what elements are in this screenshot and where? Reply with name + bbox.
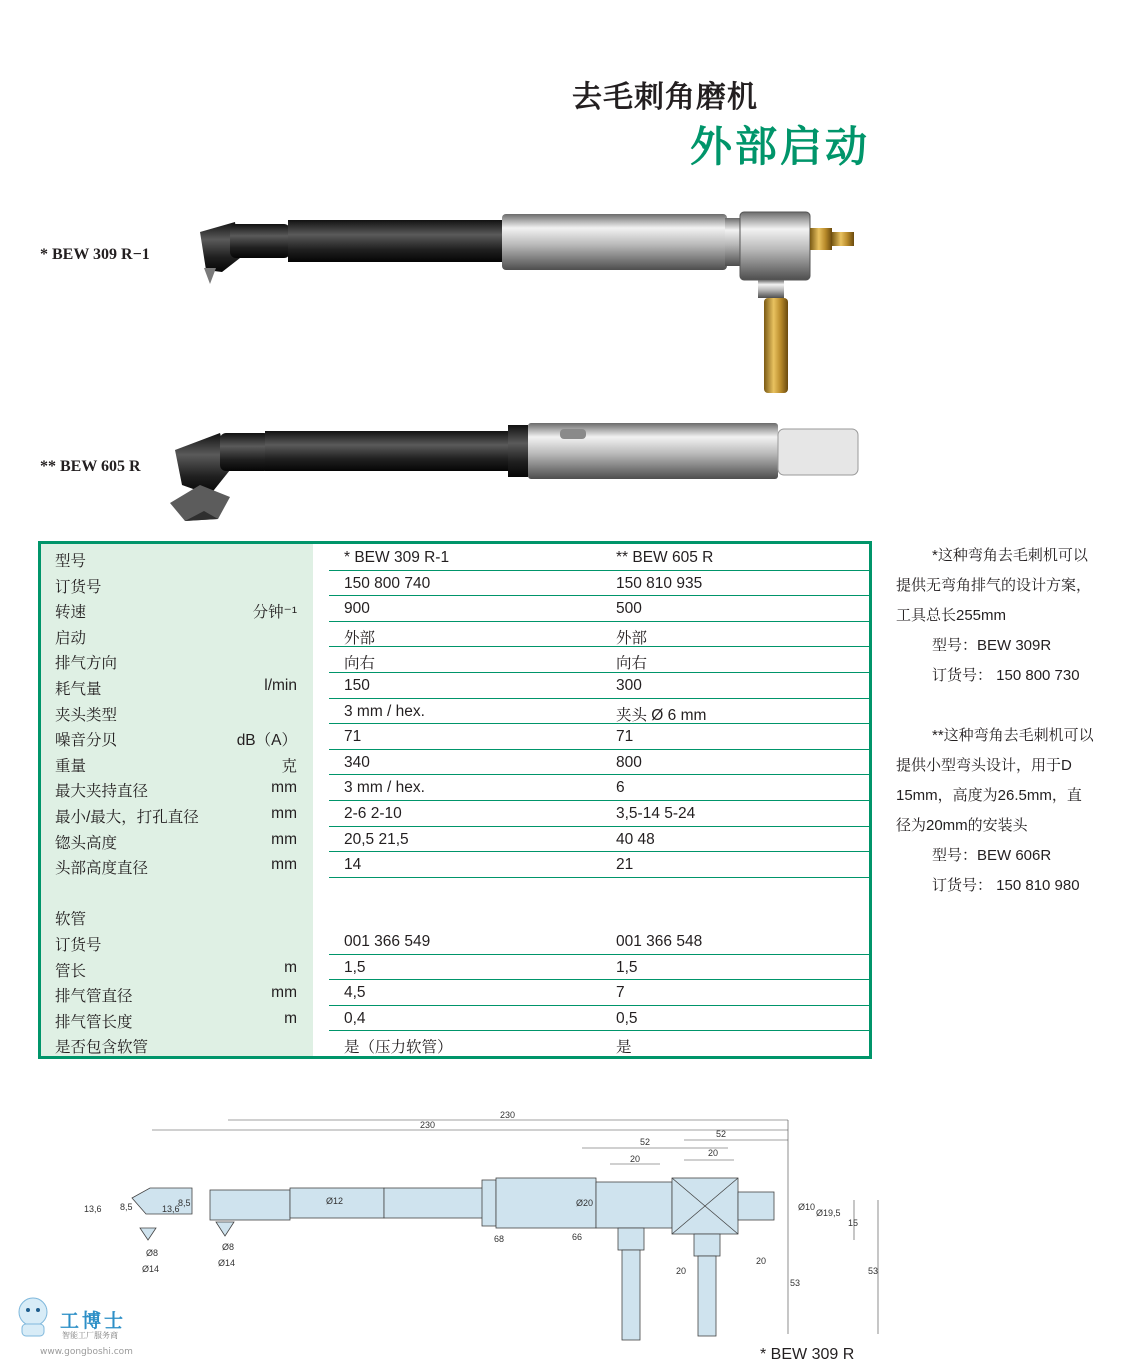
row-unit: mm [271, 856, 297, 874]
table-row [41, 1006, 869, 1032]
table-row [41, 775, 869, 801]
note2-line4: 径为20mm的安装头 [896, 817, 1028, 834]
row-value-1: 150 [344, 677, 370, 694]
dim-label: 53 [868, 1266, 879, 1276]
row-value-1: * BEW 309 R-1 [344, 549, 450, 566]
row-unit: l/min [264, 677, 297, 694]
row-value-1: 3 mm / hex. [344, 779, 425, 797]
row-value-2: 0,5 [616, 1009, 638, 1027]
dim-label: 20 [756, 1256, 767, 1266]
row-name: 启动 [55, 629, 87, 647]
row-name: 耗气量 [55, 681, 102, 698]
row-value-1: 是（压力软管） [344, 1039, 453, 1057]
table-row [41, 673, 869, 699]
row-value-1: 14 [344, 856, 362, 874]
dim-label: 230 [420, 1120, 436, 1130]
technical-drawing [70, 1100, 920, 1350]
dim-label: 68 [494, 1234, 505, 1244]
dim-label: Ø19,5 [816, 1208, 841, 1218]
table-row [41, 571, 869, 597]
dim-label: 20 [708, 1148, 719, 1158]
table-row [41, 596, 869, 622]
row-unit: 克 [281, 757, 297, 775]
row-value-1: 向右 [344, 655, 376, 673]
row-value-2: 7 [616, 984, 625, 1002]
dim-label: Ø12 [326, 1196, 344, 1206]
row-name: 排气方向 [55, 655, 118, 673]
row-value-1: 0,4 [344, 1009, 366, 1027]
product-label-2: ** BEW 605 R [40, 458, 141, 475]
row-value-2: 800 [616, 753, 642, 771]
table-row [41, 1031, 869, 1057]
row-value-2: 40 48 [616, 830, 655, 848]
row-name: 型号 [55, 553, 87, 570]
dim-label: 13,6 [162, 1204, 180, 1214]
logo-tagline: 智能工厂服务商 [62, 1331, 118, 1340]
dim-label: 53 [790, 1278, 801, 1288]
row-name: 排气管直径 [55, 988, 133, 1006]
table-row [41, 647, 869, 673]
row-value-2: 500 [616, 600, 642, 618]
row-value-1: 900 [344, 600, 370, 618]
row-value-2: ** BEW 605 R [616, 549, 714, 566]
row-value-2: 夹头 Ø 6 mm [616, 706, 707, 724]
dim-label: 20 [676, 1266, 687, 1276]
row-value-2: 外部 [616, 629, 648, 647]
hose-title: 软管 [55, 911, 87, 929]
spec-table [38, 541, 872, 1059]
row-name: 最大夹持直径 [55, 783, 149, 801]
row-value-1: 3 mm / hex. [344, 702, 425, 720]
dim-label: Ø10 [798, 1202, 816, 1212]
note2-model: 型号：BEW 606R [932, 847, 1052, 864]
row-unit: mm [271, 779, 297, 797]
page-title: 去毛刺角磨机 [572, 80, 758, 115]
row-value-1: 150 800 740 [344, 574, 431, 592]
product-photo-bew309 [180, 190, 880, 410]
dim-label: Ø14 [142, 1264, 160, 1274]
row-name: 夹头类型 [55, 706, 118, 724]
row-value-1: 2-6 2-10 [344, 805, 402, 822]
dim-label: 66 [572, 1232, 583, 1242]
dim-label: Ø8 [222, 1242, 235, 1252]
table-row [41, 699, 869, 725]
row-name: 头部高度直径 [55, 860, 149, 878]
note2-line3: 15mm，高度为26.5mm，直 [896, 787, 1082, 804]
row-unit: dB（A） [236, 732, 297, 750]
table-row [41, 750, 869, 776]
table-row [41, 980, 869, 1006]
dim-label: 13,6 [84, 1204, 102, 1214]
mascot-logo-icon [8, 1290, 58, 1340]
row-name: 排气管长度 [55, 1013, 133, 1031]
row-name: 转速 [55, 604, 87, 622]
row-unit: mm [271, 984, 297, 1002]
table-row [41, 827, 869, 853]
row-name: 订货号 [55, 937, 102, 954]
table-row [41, 545, 869, 571]
row-value-2: 001 366 548 [616, 933, 703, 950]
row-unit: 分钟⁻¹ [252, 604, 297, 622]
row-name: 订货号 [55, 578, 102, 596]
table-row [41, 852, 869, 878]
row-unit: m [284, 958, 297, 976]
row-value-1: 1,5 [344, 958, 366, 976]
drawing-caption: * BEW 309 R [760, 1346, 855, 1363]
note1-line1: *这种弯角去毛刺机可以 [932, 547, 1088, 564]
row-name: 是否包含软管 [55, 1039, 149, 1057]
page-subtitle: 外部启动 [690, 122, 871, 171]
dim-label: 15 [848, 1218, 859, 1228]
row-unit: mm [271, 830, 297, 848]
row-name: 最小/最大，打孔直径 [55, 809, 199, 826]
row-value-2: 6 [616, 779, 625, 797]
note1-model: 型号：BEW 309R [932, 637, 1052, 654]
row-value-2: 3,5-14 5-24 [616, 805, 696, 822]
dim-label: Ø14 [218, 1258, 236, 1268]
row-unit: m [284, 1009, 297, 1027]
note2-order: 订货号： 150 810 980 [932, 877, 1080, 894]
row-name: 管长 [55, 962, 87, 980]
row-value-1: 71 [344, 728, 362, 746]
table-row [41, 929, 869, 955]
row-value-2: 21 [616, 856, 634, 874]
table-row [41, 955, 869, 981]
dim-label: Ø20 [576, 1198, 594, 1208]
row-value-2: 71 [616, 728, 634, 746]
note2-line2: 提供小型弯头设计，用于D [896, 757, 1072, 774]
note1-order: 订货号： 150 800 730 [932, 667, 1080, 684]
row-name: 锪头高度 [55, 834, 118, 852]
dim-label: 20 [630, 1154, 641, 1164]
product-label-1: * BEW 309 R−1 [40, 246, 150, 263]
dim-label: 230 [500, 1110, 516, 1120]
row-value-1: 001 366 549 [344, 933, 431, 950]
dim-label: 52 [716, 1129, 727, 1139]
dim-label: Ø8 [146, 1248, 159, 1258]
note1-line2: 提供无弯角排气的设计方案， [896, 577, 1092, 594]
row-name: 噪音分贝 [55, 732, 118, 750]
dim-label: 52 [640, 1137, 651, 1147]
product-photo-bew605 [160, 415, 880, 525]
row-value-1: 20,5 21,5 [344, 830, 409, 848]
row-value-1: 外部 [344, 629, 376, 647]
note1-line3: 工具总长255mm [896, 607, 1007, 624]
table-row [41, 622, 869, 648]
note2-line1: **这种弯角去毛刺机可以 [932, 727, 1094, 744]
row-value-2: 1,5 [616, 958, 638, 976]
row-value-1: 4,5 [344, 984, 366, 1002]
table-row [41, 724, 869, 750]
row-value-2: 是 [616, 1039, 632, 1057]
dim-label: 8,5 [178, 1198, 191, 1208]
hose-section-title [41, 903, 869, 929]
logo-url: www.gongboshi.com [40, 1347, 133, 1357]
logo-name: 工博士 [60, 1310, 127, 1332]
row-value-1: 340 [344, 753, 370, 771]
row-name: 重量 [55, 757, 87, 775]
row-value-2: 150 810 935 [616, 574, 703, 592]
row-unit: mm [271, 805, 297, 822]
dim-label: 8,5 [120, 1202, 133, 1212]
table-row [41, 801, 869, 827]
row-value-2: 向右 [616, 655, 648, 673]
row-value-2: 300 [616, 677, 642, 694]
notes-panel [896, 541, 1111, 901]
